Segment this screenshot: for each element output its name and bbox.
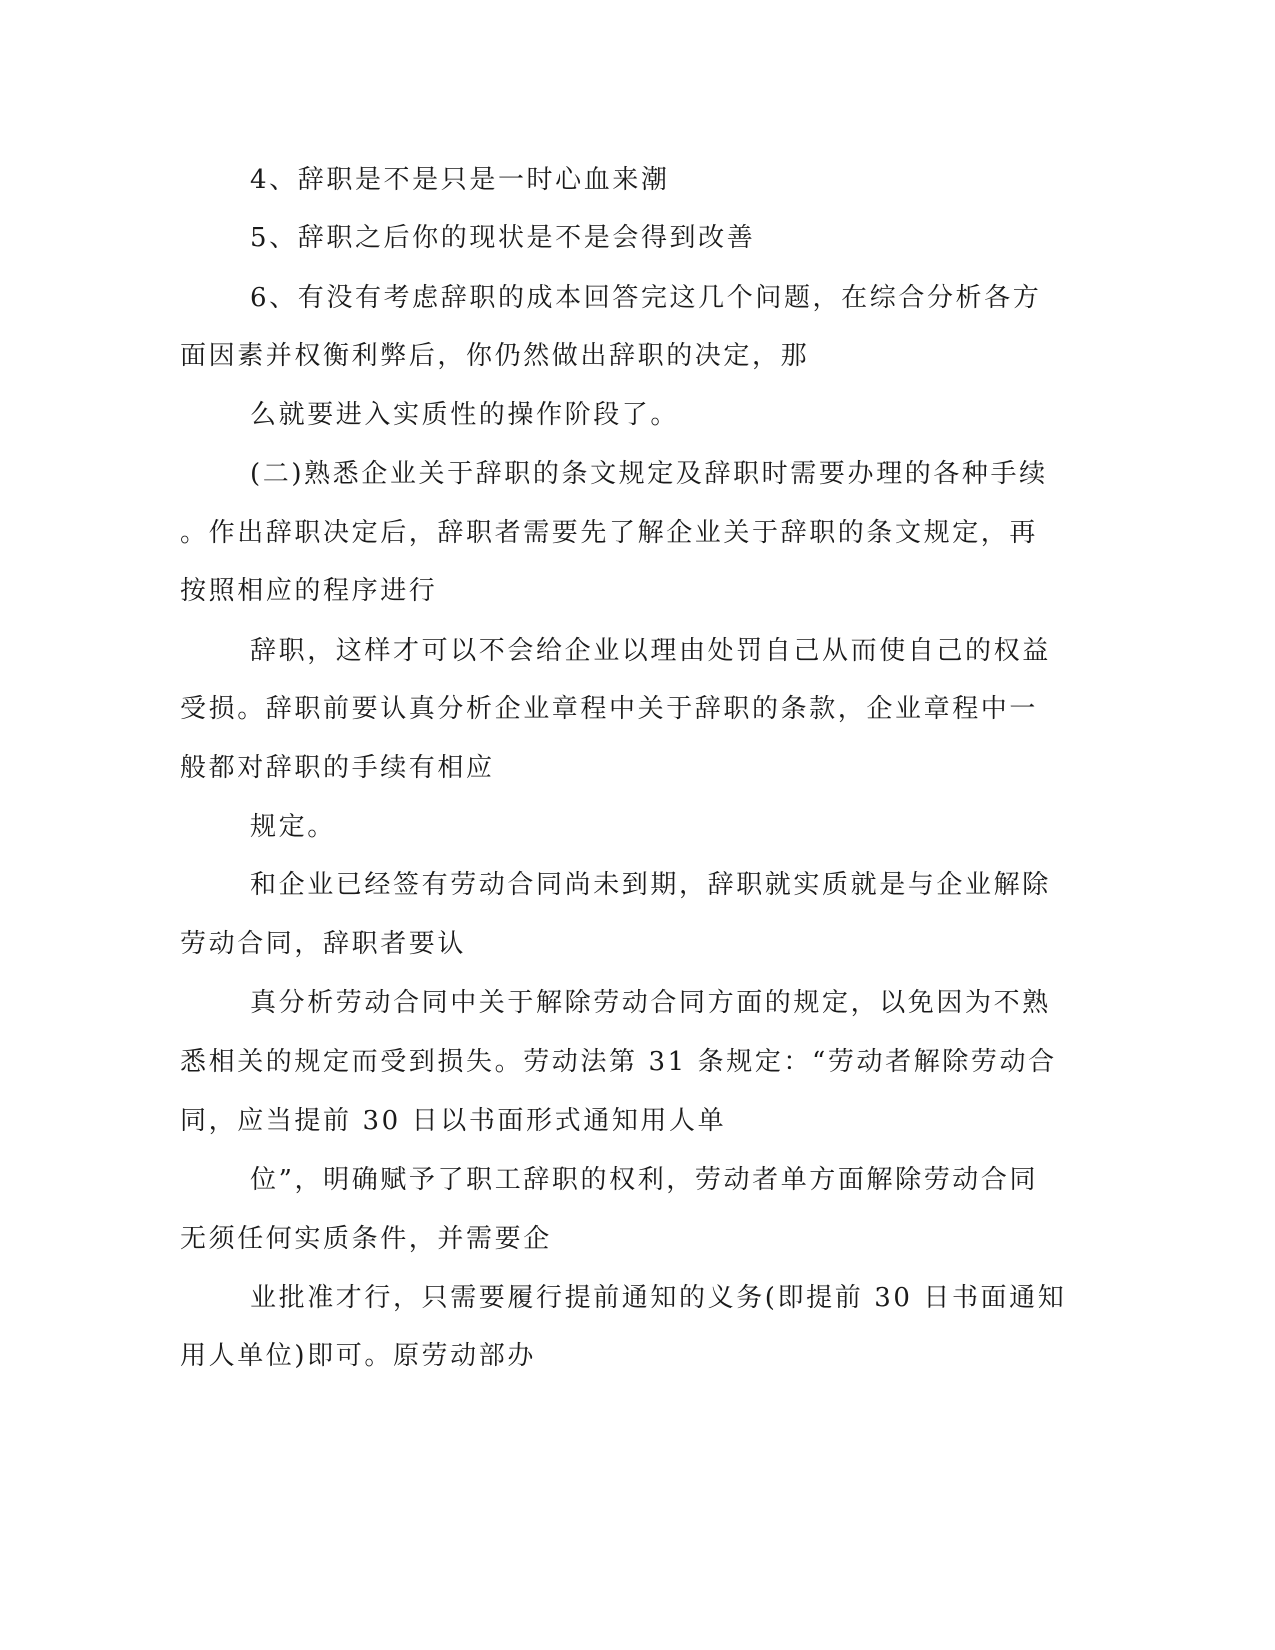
text-line: 6、有没有考虑辞职的成本回答完这几个问题，在综合分析各方: [250, 283, 1042, 313]
text-line: 业批准才行，只需要履行提前通知的义务(即提前 30 日书面通知: [250, 1283, 1067, 1313]
text-line: 位”，明确赋予了职工辞职的权利，劳动者单方面解除劳动合同: [250, 1165, 1039, 1195]
text-line: 。作出辞职决定后，辞职者需要先了解企业关于辞职的条文规定，再: [180, 518, 1039, 548]
text-line: 真分析劳动合同中关于解除劳动合同方面的规定，以免因为不熟: [250, 988, 1051, 1018]
text-line: 辞职，这样才可以不会给企业以理由处罚自己从而使自己的权益: [250, 636, 1051, 666]
text-line: 和企业已经签有劳动合同尚未到期，辞职就实质就是与企业解除: [250, 870, 1051, 900]
text-line: (二)熟悉企业关于辞职的条文规定及辞职时需要办理的各种手续: [250, 459, 1048, 489]
text-line: 么就要进入实质性的操作阶段了。: [250, 400, 680, 430]
text-line: 劳动合同，辞职者要认: [180, 929, 467, 959]
text-line: 规定。: [250, 812, 336, 842]
text-line: 按照相应的程序进行: [180, 576, 438, 606]
text-line: 悉相关的规定而受到损失。劳动法第 31 条规定：“劳动者解除劳动合: [180, 1047, 1057, 1077]
text-line: 受损。辞职前要认真分析企业章程中关于辞职的条款，企业章程中一: [180, 694, 1039, 724]
text-line: 面因素并权衡利弊后，你仍然做出辞职的决定，那: [180, 341, 810, 371]
text-line: 同，应当提前 30 日以书面形式通知用人单: [180, 1106, 727, 1136]
text-line: 5、辞职之后你的现状是不是会得到改善: [250, 223, 756, 253]
text-line: 4、辞职是不是只是一时心血来潮: [250, 165, 670, 195]
text-line: 般都对辞职的手续有相应: [180, 753, 495, 783]
text-line: 用人单位)即可。原劳动部办: [180, 1341, 536, 1371]
text-line: 无须任何实质条件，并需要企: [180, 1224, 552, 1254]
